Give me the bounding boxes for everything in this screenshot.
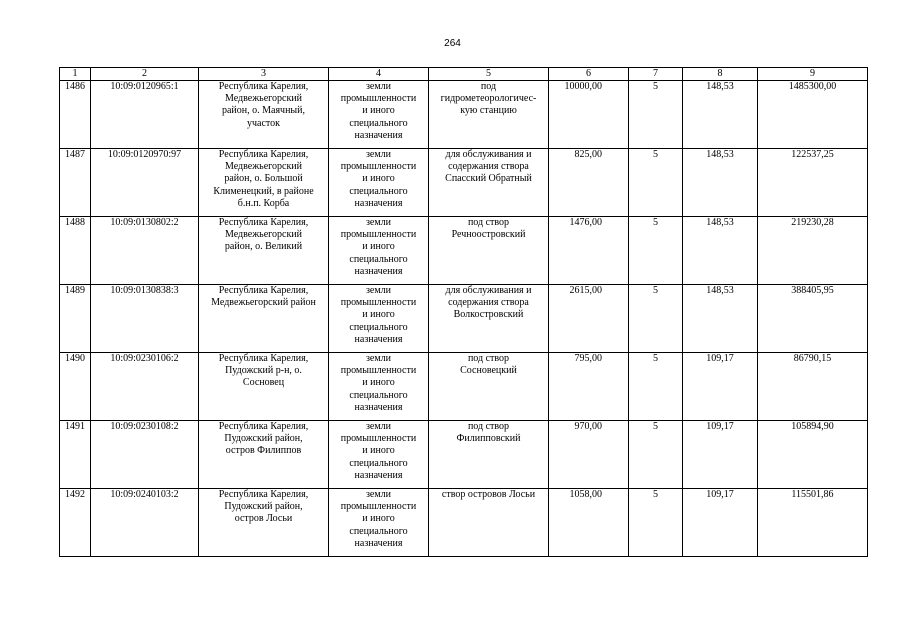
cadastral-number-cell: 10:09:0130802:2 xyxy=(91,217,199,285)
address-cell-line: Пудожский район, xyxy=(224,501,303,513)
land-category-cell-line: специального xyxy=(349,389,408,401)
address-cell-line: Медвежьегорский xyxy=(224,161,303,173)
address-cell-line: Республика Карелия, xyxy=(218,81,309,92)
land-category-cell-line: и иного xyxy=(362,173,395,185)
table-body xyxy=(60,68,868,557)
rate-cell: 5 xyxy=(629,353,683,421)
permitted-use-cell xyxy=(429,285,549,353)
land-category-cell-line: и иного xyxy=(362,513,395,525)
land-category-cell xyxy=(329,217,429,285)
land-category-cell-line: специального xyxy=(349,525,408,537)
address-cell-line: остров Лосьи xyxy=(234,513,293,525)
land-category-cell-line: промышленности xyxy=(340,501,417,513)
land-category-cell-line: земли xyxy=(365,149,392,160)
area-cell: 1058,00 xyxy=(549,489,629,557)
row-number-cell: 1487 xyxy=(60,149,91,217)
rate-cell: 5 xyxy=(629,149,683,217)
table-row xyxy=(60,353,868,421)
row-number-cell: 1488 xyxy=(60,217,91,285)
address-cell-line: Клименецкий, в районе xyxy=(213,185,314,197)
address-cell-line: Медвежьегорский xyxy=(224,229,303,241)
cadastral-number-cell: 10:09:0230108:2 xyxy=(91,421,199,489)
address-cell-line: Сосновец xyxy=(242,377,285,389)
rate-cell: 5 xyxy=(629,285,683,353)
area-cell: 10000,00 xyxy=(549,81,629,149)
address-cell-line: Республика Карелия, xyxy=(218,353,309,364)
coefficient-cell: 148,53 xyxy=(683,81,758,149)
row-number-cell: 1491 xyxy=(60,421,91,489)
permitted-use-cell-line: содержания створа xyxy=(448,297,529,309)
address-cell-line: Республика Карелия, xyxy=(218,149,309,160)
address-cell-line: Пудожский район, xyxy=(224,433,303,445)
column-number: 8 xyxy=(683,68,758,81)
permitted-use-cell xyxy=(429,353,549,421)
address-cell-line: участок xyxy=(246,117,280,129)
land-category-cell-line: специального xyxy=(349,321,408,333)
amount-cell: 388405,95 xyxy=(758,285,868,353)
land-category-cell-line: и иного xyxy=(362,309,395,321)
land-category-cell-line: назначения xyxy=(354,265,403,277)
land-category-cell xyxy=(329,149,429,217)
row-number-cell: 1489 xyxy=(60,285,91,353)
coefficient-cell: 109,17 xyxy=(683,489,758,557)
address-cell xyxy=(199,353,329,421)
cadastral-number-cell: 10:09:0120970:97 xyxy=(91,149,199,217)
land-category-cell-line: специального xyxy=(349,457,408,469)
column-number: 9 xyxy=(758,68,868,81)
address-cell xyxy=(199,149,329,217)
permitted-use-cell-line: для обслуживания и xyxy=(445,285,532,296)
land-category-cell-line: и иного xyxy=(362,445,395,457)
rate-cell: 5 xyxy=(629,217,683,285)
land-category-cell-line: промышленности xyxy=(340,365,417,377)
coefficient-cell: 109,17 xyxy=(683,421,758,489)
column-number: 7 xyxy=(629,68,683,81)
amount-cell: 122537,25 xyxy=(758,149,868,217)
address-cell-line: Республика Карелия, xyxy=(218,217,309,228)
land-category-cell-line: земли xyxy=(365,81,392,92)
rate-cell: 5 xyxy=(629,81,683,149)
land-category-cell xyxy=(329,489,429,557)
permitted-use-cell-line: Волкостровский xyxy=(453,309,524,321)
land-registry-table xyxy=(59,67,868,557)
area-cell: 2615,00 xyxy=(549,285,629,353)
amount-cell: 105894,90 xyxy=(758,421,868,489)
column-number: 6 xyxy=(549,68,629,81)
cadastral-number-cell: 10:09:0120965:1 xyxy=(91,81,199,149)
address-cell-line: Республика Карелия, xyxy=(218,421,309,432)
address-cell-line: остров Филиппов xyxy=(225,445,302,457)
land-category-cell-line: промышленности xyxy=(340,433,417,445)
permitted-use-cell-line: гидрометеорологичес- xyxy=(440,93,537,105)
address-cell-line: Республика Карелия, xyxy=(218,285,309,296)
column-number: 3 xyxy=(199,68,329,81)
address-cell-line: Медвежьегорский xyxy=(224,93,303,105)
permitted-use-cell xyxy=(429,217,549,285)
permitted-use-cell-line: содержания створа xyxy=(448,161,529,173)
land-category-cell-line: промышленности xyxy=(340,229,417,241)
address-cell-line: район, о. Великий xyxy=(224,241,303,253)
land-category-cell xyxy=(329,81,429,149)
land-category-cell-line: земли xyxy=(365,217,392,228)
column-number: 5 xyxy=(429,68,549,81)
land-category-cell xyxy=(329,421,429,489)
land-category-cell xyxy=(329,353,429,421)
amount-cell: 86790,15 xyxy=(758,353,868,421)
permitted-use-cell xyxy=(429,81,549,149)
column-number: 1 xyxy=(60,68,91,81)
address-cell-line: Медвежьегорский район xyxy=(211,297,316,309)
address-cell xyxy=(199,217,329,285)
address-cell-line: б.н.п. Корба xyxy=(237,197,290,209)
table-row xyxy=(60,81,868,149)
land-category-cell-line: специального xyxy=(349,117,408,129)
land-category-cell-line: земли xyxy=(365,421,392,432)
land-category-cell-line: и иного xyxy=(362,377,395,389)
area-cell: 795,00 xyxy=(549,353,629,421)
land-category-cell-line: назначения xyxy=(354,197,403,209)
row-number-cell: 1492 xyxy=(60,489,91,557)
address-cell xyxy=(199,489,329,557)
address-cell xyxy=(199,81,329,149)
land-category-cell-line: промышленности xyxy=(340,93,417,105)
land-category-cell-line: промышленности xyxy=(340,297,417,309)
address-cell-line: район, о. Маячный, xyxy=(221,105,306,117)
permitted-use-cell-line: Спасский Обратный xyxy=(445,173,532,185)
land-category-cell-line: земли xyxy=(365,353,392,364)
column-number: 2 xyxy=(91,68,199,81)
permitted-use-cell-line: Сосновецкий xyxy=(460,365,517,377)
land-category-cell-line: и иного xyxy=(362,241,395,253)
address-cell-line: район, о. Большой xyxy=(224,173,303,185)
land-category-cell-line: и иного xyxy=(362,105,395,117)
row-number-cell: 1486 xyxy=(60,81,91,149)
amount-cell: 1485300,00 xyxy=(758,81,868,149)
area-cell: 970,00 xyxy=(549,421,629,489)
land-category-cell-line: специального xyxy=(349,253,408,265)
coefficient-cell: 148,53 xyxy=(683,285,758,353)
table-row xyxy=(60,285,868,353)
table-row xyxy=(60,217,868,285)
land-category-cell-line: назначения xyxy=(354,537,403,549)
cadastral-number-cell: 10:09:0130838:3 xyxy=(91,285,199,353)
permitted-use-cell-line: под створ xyxy=(467,353,510,364)
column-number-row xyxy=(60,68,868,81)
permitted-use-cell xyxy=(429,149,549,217)
column-number: 4 xyxy=(329,68,429,81)
land-category-cell-line: назначения xyxy=(354,469,403,481)
cadastral-number-cell: 10:09:0240103:2 xyxy=(91,489,199,557)
amount-cell: 219230,28 xyxy=(758,217,868,285)
permitted-use-cell xyxy=(429,489,549,557)
land-category-cell-line: земли xyxy=(365,489,392,500)
permitted-use-cell-line: створ островов Лосьи xyxy=(441,489,536,500)
area-cell: 825,00 xyxy=(549,149,629,217)
area-cell: 1476,00 xyxy=(549,217,629,285)
cadastral-number-cell: 10:09:0230106:2 xyxy=(91,353,199,421)
permitted-use-cell xyxy=(429,421,549,489)
page-number: 264 xyxy=(444,38,461,49)
table-row xyxy=(60,149,868,217)
row-number-cell: 1490 xyxy=(60,353,91,421)
permitted-use-cell-line: Филипповский xyxy=(456,433,521,445)
coefficient-cell: 148,53 xyxy=(683,149,758,217)
land-category-cell-line: назначения xyxy=(354,333,403,345)
coefficient-cell: 109,17 xyxy=(683,353,758,421)
address-cell-line: Пудожский р-н, о. xyxy=(225,365,302,377)
land-category-cell-line: земли xyxy=(365,285,392,296)
rate-cell: 5 xyxy=(629,489,683,557)
land-category-cell-line: назначения xyxy=(354,129,403,141)
land-category-cell-line: промышленности xyxy=(340,161,417,173)
address-cell xyxy=(199,285,329,353)
permitted-use-cell-line: под створ xyxy=(467,217,510,228)
table-row xyxy=(60,489,868,557)
address-cell xyxy=(199,421,329,489)
permitted-use-cell-line: Речноостровский xyxy=(451,229,526,241)
coefficient-cell: 148,53 xyxy=(683,217,758,285)
permitted-use-cell-line: кую станцию xyxy=(460,105,517,117)
permitted-use-cell-line: под xyxy=(480,81,497,92)
rate-cell: 5 xyxy=(629,421,683,489)
table-row xyxy=(60,421,868,489)
permitted-use-cell-line: для обслуживания и xyxy=(445,149,532,160)
permitted-use-cell-line: под створ xyxy=(467,421,510,432)
land-category-cell-line: назначения xyxy=(354,401,403,413)
address-cell-line: Республика Карелия, xyxy=(218,489,309,500)
land-category-cell xyxy=(329,285,429,353)
land-category-cell-line: специального xyxy=(349,185,408,197)
amount-cell: 115501,86 xyxy=(758,489,868,557)
